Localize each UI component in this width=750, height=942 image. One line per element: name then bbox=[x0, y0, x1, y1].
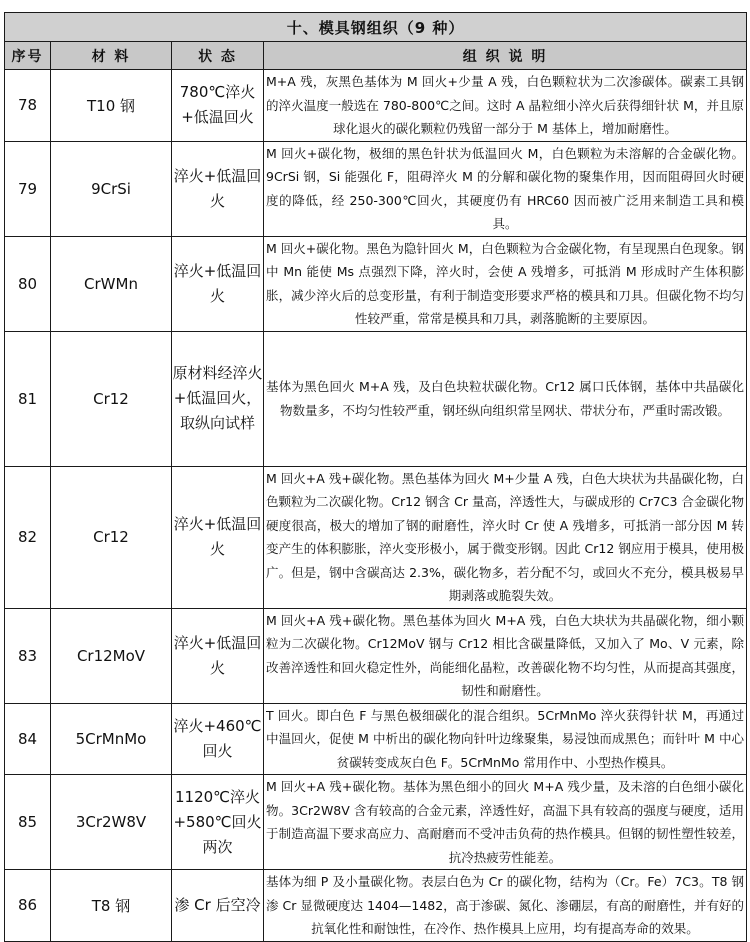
row-num: 80 bbox=[5, 236, 51, 331]
row-state: 淬火+低温回火 bbox=[172, 236, 264, 331]
row-num: 82 bbox=[5, 466, 51, 608]
row-description: M 回火+碳化物。黑色为隐针回火 M，白色颗粒为合金碳化物，有呈现黑白色现象。钢中 Mn 能使 Ms 点强烈下降，淬火时，会使 A 残增多，可抵消 M 形成时产生体积膨胀，减少淬火后的总变形量，有利于制造变形要求严格的模具和刀具。但碳化物不均匀性较严重，常常是模具和刀具，剥落脆断的主要原因。 bbox=[264, 236, 747, 331]
row-state: 1120℃淬火+580℃回火两次 bbox=[172, 775, 264, 870]
row-state: 淬火+低温回火 bbox=[172, 608, 264, 703]
row-num: 81 bbox=[5, 331, 51, 466]
row-num: 83 bbox=[5, 608, 51, 703]
table-row bbox=[5, 331, 747, 466]
row-state: 淬火+低温回火 bbox=[172, 466, 264, 608]
row-state: 渗 Cr 后空冷 bbox=[172, 870, 264, 942]
table-row bbox=[5, 608, 747, 703]
row-material: T8 钢 bbox=[51, 870, 172, 942]
header-material: 材 料 bbox=[51, 42, 172, 70]
row-state: 淬火+460℃回火 bbox=[172, 703, 264, 775]
row-description: 基体为黑色回火 M+A 残，及白色块粒状碳化物。Cr12 属口氏体钢，基体中共晶碳化物数量多，不均匀性较严重，钢坯纵向组织常呈网状、带状分布，严重时需改锻。 bbox=[264, 331, 747, 466]
row-material: Cr12 bbox=[51, 466, 172, 608]
row-material: Cr12MoV bbox=[51, 608, 172, 703]
table-row bbox=[5, 870, 747, 942]
table-title: 十、模具钢组织（9 种） bbox=[5, 13, 747, 42]
header-state: 状 态 bbox=[172, 42, 264, 70]
mold-steel-structure-table bbox=[4, 12, 747, 942]
row-state: 淬火+低温回火 bbox=[172, 141, 264, 236]
table-row bbox=[5, 141, 747, 236]
row-state: 780℃淬火+低温回火 bbox=[172, 70, 264, 142]
row-material: 9CrSi bbox=[51, 141, 172, 236]
row-description: 基体为细 P 及小量碳化物。表层白色为 Cr 的碳化物，结构为（Cr。Fe）7C3。T8 钢渗 Cr 显微硬度达 1404—1482，高于渗碳、氮化、渗硼层，有高的耐磨性，并有好的抗氧化性和耐蚀性，在冷作、热作模具上应用，均有提高寿命的效果。 bbox=[264, 870, 747, 942]
row-num: 84 bbox=[5, 703, 51, 775]
row-material: CrWMn bbox=[51, 236, 172, 331]
table-row bbox=[5, 703, 747, 775]
row-material: Cr12 bbox=[51, 331, 172, 466]
row-description: M 回火+A 残+碳化物。基体为黑色细小的回火 M+A 残少量，及未溶的白色细小碳化物。3Cr2W8V 含有较高的合金元素，淬透性好，高温下具有较高的强度与硬度，适用于制造高温下要求高应力、高耐磨而不受冲击负荷的热作模具。但钢的韧性塑性较差，抗冷热疲劳性能差。 bbox=[264, 775, 747, 870]
table-row bbox=[5, 236, 747, 331]
row-description: M 回火+A 残+碳化物。黑色基体为回火 M+少量 A 残，白色大块状为共晶碳化物，白色颗粒为二次碳化物。Cr12 钢含 Cr 量高，淬透性大，与碳成形的 Cr7C3 合金碳化物硬度很高，极大的增加了钢的耐磨性，淬火时 Cr 使 A 残增多，可抵消一部分因 M 转变产生的体积膨胀，淬火变形极小，属于微变形钢。因此 Cr12 钢应用于模具，使用极广。但是，钢中含碳高达 2.3%，碳化物多，若分配不匀，或回火不充分，模具极易早期剥落或脆裂失效。 bbox=[264, 466, 747, 608]
row-state: 原材料经淬火+低温回火，取纵向试样 bbox=[172, 331, 264, 466]
row-num: 86 bbox=[5, 870, 51, 942]
row-material: 5CrMnMo bbox=[51, 703, 172, 775]
row-num: 79 bbox=[5, 141, 51, 236]
row-description: M 回火+碳化物，极细的黑色针状为低温回火 M，白色颗粒为未溶解的合金碳化物。9CrSi 钢，Si 能强化 F，阻碍淬火 M 的分解和碳化物的聚集作用，因而阻碍回火时硬度的降低，经 250-300℃回火，其硬度仍有 HRC60 因而被广泛用来制造工具和模具。 bbox=[264, 141, 747, 236]
row-material: T10 钢 bbox=[51, 70, 172, 142]
header-num: 序号 bbox=[5, 42, 51, 70]
row-description: M 回火+A 残+碳化物。黑色基体为回火 M+A 残，白色大块状为共晶碳化物，细小颗粒为二次碳化物。Cr12MoV 钢与 Cr12 相比含碳量降低，又加入了 Mo、V 元素，除改善淬透性和回火稳定性外，尚能细化晶粒，改善碳化物不均匀性，从而提高其强度，韧性和耐磨性。 bbox=[264, 608, 747, 703]
row-material: 3Cr2W8V bbox=[51, 775, 172, 870]
row-num: 85 bbox=[5, 775, 51, 870]
header-description: 组 织 说 明 bbox=[264, 42, 747, 70]
table-row bbox=[5, 775, 747, 870]
row-num: 78 bbox=[5, 70, 51, 142]
steel-table-wrapper bbox=[4, 12, 746, 942]
table-row bbox=[5, 70, 747, 142]
header-row bbox=[5, 42, 747, 70]
row-description: T 回火。即白色 F 与黑色极细碳化的混合组织。5CrMnMo 淬火获得针状 M，再通过中温回火，促使 M 中析出的碳化物向针叶边缘聚集，易浸蚀而成黑色；而针叶 M 中心贫碳转变成灰白色 F。5CrMnMo 常用作中、小型热作模具。 bbox=[264, 703, 747, 775]
row-description: M+A 残，灰黑色基体为 M 回火+少量 A 残，白色颗粒状为二次渗碳体。碳素工具钢的淬火温度一般选在 780-800℃之间。这时 A 晶粒细小淬火后获得细针状 M，并且原球化退火的碳化颗粒仍残留一部分于 M 基体上，增加耐磨性。 bbox=[264, 70, 747, 142]
table-row bbox=[5, 466, 747, 608]
